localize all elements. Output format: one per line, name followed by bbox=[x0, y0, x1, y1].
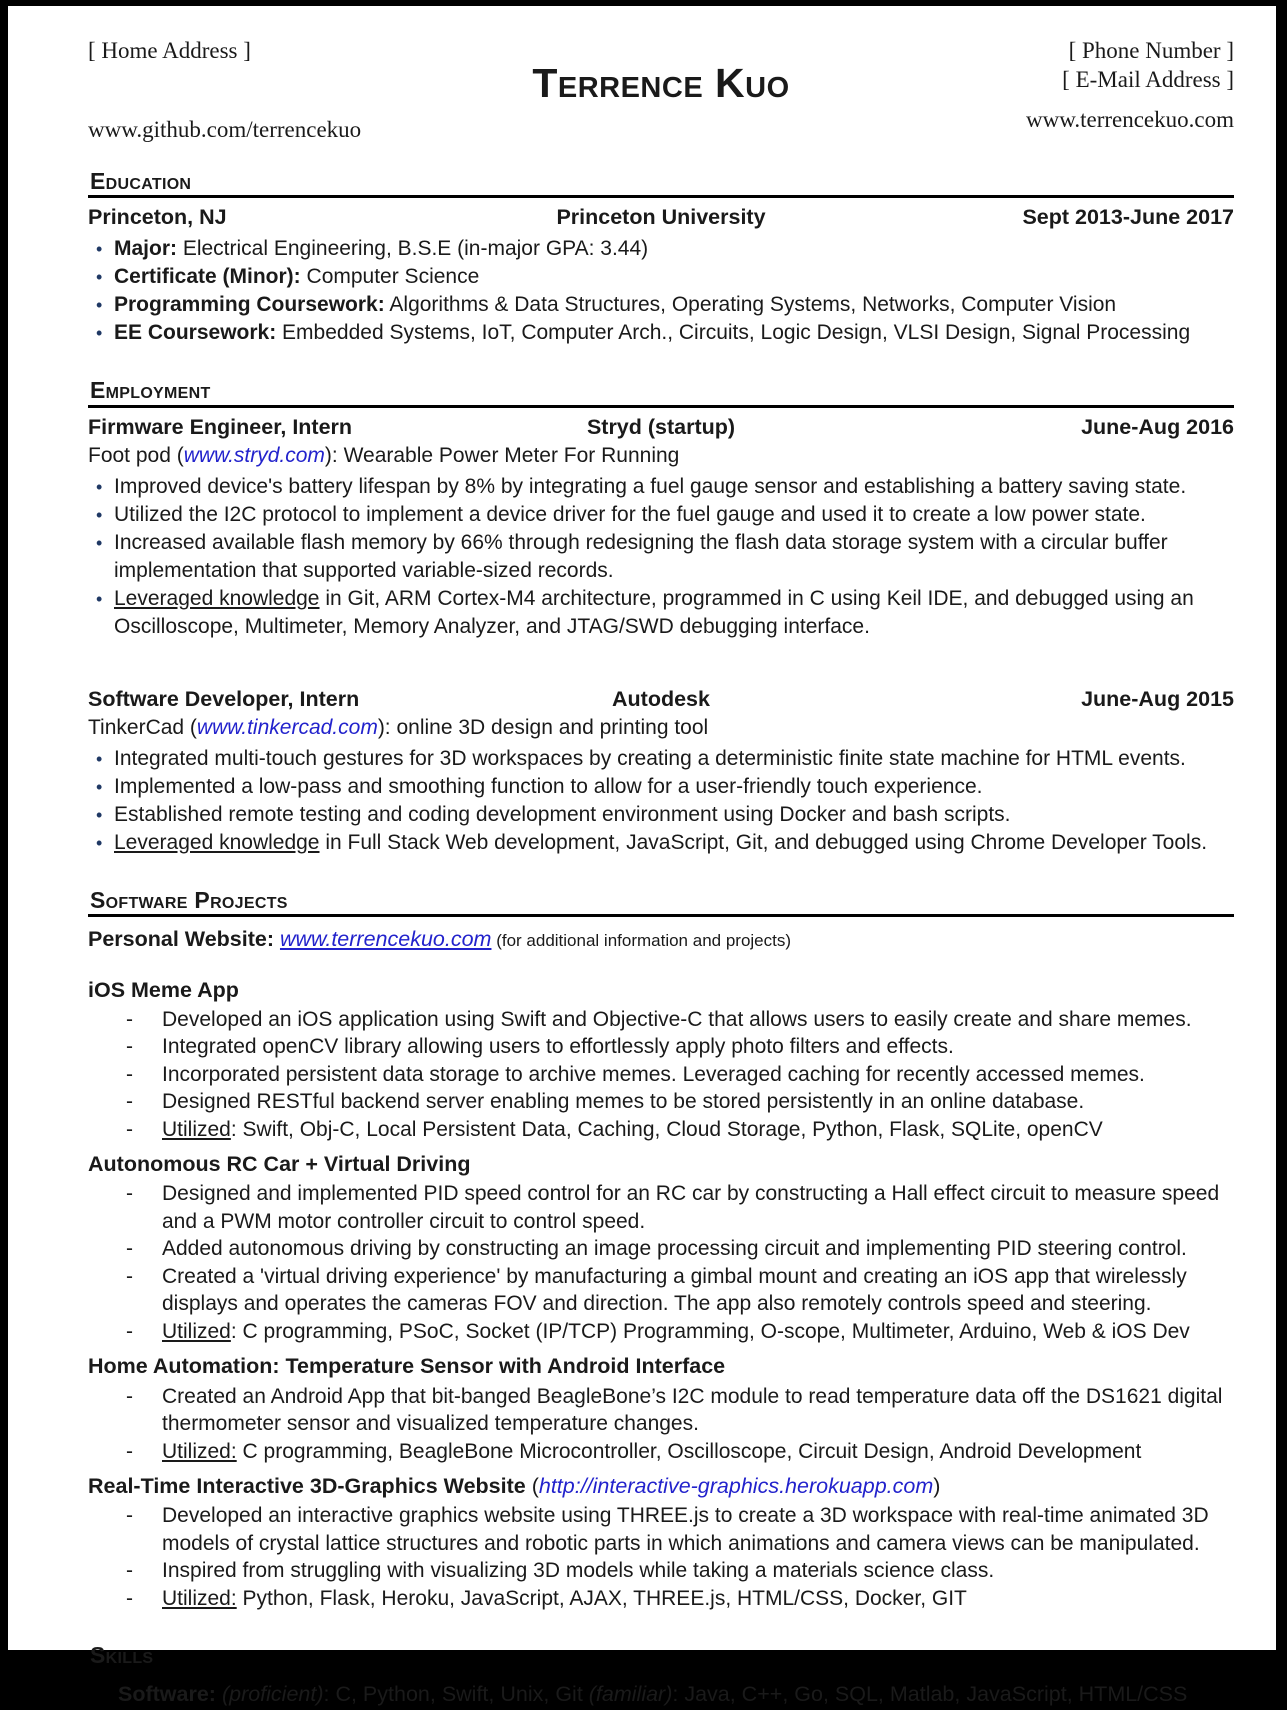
bullet-text: Utilized the I2C protocol to implement a device driver for the fuel gauge and used it to create a low power state. bbox=[114, 502, 1146, 526]
project-title bbox=[88, 976, 1234, 1005]
personal-website-note: (for additional information and projects) bbox=[491, 931, 792, 951]
bullet-text: Python, Flask, Heroku, JavaScript, AJAX, THREE.js, HTML/CSS, Docker, GIT bbox=[236, 1586, 967, 1610]
bullet-text: Embedded Systems, IoT, Computer Arch., Circuits, Logic Design, VLSI Design, Signal Processing bbox=[276, 321, 1191, 345]
bullet-text: Designed and implemented PID speed control for an RC car by constructing a Hall effect circuit to measure speed and a PWM motor controller circuit to control speed. bbox=[162, 1182, 1220, 1233]
bullet-text: Integrated openCV library allowing users to effortlessly apply photo filters and effects. bbox=[162, 1035, 954, 1059]
job-entry-autodesk bbox=[88, 685, 1234, 857]
tinkercad-link[interactable]: www.tinkercad.com bbox=[196, 715, 378, 739]
list-item bbox=[88, 745, 1234, 773]
bullet-lead: Certificate (Minor): bbox=[114, 265, 301, 289]
list-item bbox=[88, 1235, 1234, 1263]
bullet-text: Established remote testing and coding development environment using Docker and bash scripts. bbox=[114, 802, 1011, 826]
subtitle-text: TinkerCad ( bbox=[88, 715, 197, 739]
list-item bbox=[88, 1033, 1234, 1061]
job-role: Software Developer, Intern bbox=[88, 686, 360, 711]
bullet-text: : C programming, PSoC, Socket (IP/TCP) Programming, O-scope, Multimeter, Arduino, Web & iOS Dev bbox=[230, 1319, 1190, 1343]
project-link-pre: ( bbox=[525, 1474, 539, 1498]
project-title bbox=[88, 1352, 1234, 1381]
projects-section bbox=[88, 887, 1234, 1612]
skills-proficient: (proficient) bbox=[221, 1682, 324, 1707]
bullet-text: Increased available flash memory by 66% through redesigning the flash data storage system with a circular buffer implementation that supported variable-sized records. bbox=[114, 530, 1168, 582]
project-bullet-list bbox=[88, 1180, 1234, 1345]
section-title-skills: Skills bbox=[88, 1642, 1234, 1672]
list-item bbox=[88, 529, 1234, 585]
header-center bbox=[502, 36, 819, 144]
bullet-text: Implemented a low-pass and smoothing function to allow for a user-friendly touch experience. bbox=[114, 774, 983, 798]
education-bullet-list bbox=[88, 235, 1234, 347]
list-item bbox=[88, 585, 1234, 641]
list-item bbox=[88, 1557, 1234, 1585]
list-item bbox=[88, 319, 1234, 347]
personal-website-line bbox=[88, 924, 1234, 954]
skills-familiar: (familiar) bbox=[588, 1682, 673, 1707]
project-name: Real-Time Interactive 3D-Graphics Website bbox=[88, 1474, 526, 1498]
job-dates: June-Aug 2016 bbox=[1081, 414, 1234, 439]
project-name: iOS Meme App bbox=[88, 977, 239, 1002]
list-item bbox=[88, 1438, 1234, 1466]
skills-text: : C, Python, Swift, Unix, Git bbox=[323, 1682, 589, 1707]
education-dates: Sept 2013-June 2017 bbox=[1022, 205, 1234, 230]
list-item bbox=[88, 1116, 1234, 1144]
list-item bbox=[88, 773, 1234, 801]
bullet-lead: Major: bbox=[114, 237, 177, 261]
bullet-text: Developed an iOS application using Swift and Objective-C that allows users to easily create and share memes. bbox=[162, 1007, 1192, 1031]
job-company: Autodesk bbox=[612, 686, 710, 711]
project-bullet-list bbox=[88, 1383, 1234, 1466]
bullet-text: in Full Stack Web development, JavaScript, Git, and debugged using Chrome Developer Tools. bbox=[319, 830, 1208, 854]
list-item bbox=[88, 291, 1234, 319]
list-item bbox=[88, 1318, 1234, 1346]
job-bullet-list bbox=[88, 745, 1234, 857]
education-entry-row bbox=[88, 203, 1234, 232]
list-item bbox=[88, 801, 1234, 829]
resume-page bbox=[8, 6, 1276, 1707]
list-item bbox=[88, 1585, 1234, 1613]
project-rc-car bbox=[88, 1150, 1234, 1345]
project-bullet-list bbox=[88, 1502, 1234, 1612]
github-url[interactable]: www.github.com/terrencekuo bbox=[88, 117, 362, 142]
list-item bbox=[88, 829, 1234, 857]
herokuapp-link[interactable]: http://interactive-graphics.herokuapp.com bbox=[538, 1474, 934, 1498]
employment-section bbox=[88, 377, 1234, 856]
stryd-link[interactable]: www.stryd.com bbox=[183, 443, 325, 467]
project-name: Home Automation: Temperature Sensor with Android Interface bbox=[88, 1354, 726, 1379]
section-title-education: Education bbox=[88, 168, 1234, 198]
bullet-lead: Programming Coursework: bbox=[114, 293, 385, 317]
phone-number: [ Phone Number ] bbox=[1068, 38, 1234, 63]
bullet-lead: EE Coursework: bbox=[114, 321, 277, 345]
bullet-text: Created an Android App that bit-banged BeagleBone’s I2C module to read temperature data off the DS1621 digital thermometer sensor and visualized temperature changes. bbox=[162, 1384, 1223, 1435]
job-entry-stryd bbox=[88, 413, 1234, 641]
bullet-text: Computer Science bbox=[300, 265, 480, 289]
candidate-name: Terrence Kuo bbox=[532, 59, 790, 106]
list-item bbox=[88, 1263, 1234, 1318]
job-bullet-list bbox=[88, 473, 1234, 641]
project-title bbox=[88, 1472, 1234, 1501]
bullet-text: C programming, BeagleBone Microcontroller, Oscilloscope, Circuit Design, Android Development bbox=[236, 1439, 1142, 1463]
job-role: Firmware Engineer, Intern bbox=[88, 414, 353, 439]
subtitle-text: ): online 3D design and printing tool bbox=[377, 715, 709, 739]
list-item bbox=[88, 1383, 1234, 1438]
subtitle-text: Foot pod ( bbox=[88, 443, 184, 467]
bullet-text: Inspired from struggling with visualizing 3D models while taking a materials science class. bbox=[162, 1559, 995, 1583]
header-left bbox=[88, 36, 502, 144]
bullet-text: in Git, ARM Cortex-M4 architecture, programmed in C using Keil IDE, and debugged using an Oscilloscope, Multimeter, Memory Analyzer, and JTAG/SWD debugging interface. bbox=[114, 586, 1194, 638]
section-title-employment: Employment bbox=[88, 377, 1234, 407]
bullet-text: Developed an interactive graphics website using THREE.js to create a 3D workspace with real-time animated 3D models of crystal lattice structures and robotic parts in which animations and camera views can be manipulated. bbox=[162, 1504, 1209, 1555]
bullet-lead: Utilized: bbox=[162, 1439, 237, 1463]
job-dates: June-Aug 2015 bbox=[1081, 686, 1234, 711]
bullet-text: Improved device's battery lifespan by 8% by integrating a fuel gauge sensor and establishing a battery saving state. bbox=[114, 474, 1187, 498]
bullet-text: Incorporated persistent data storage to archive memes. Leveraged caching for recently accessed memes. bbox=[162, 1062, 1145, 1086]
bullet-text: Added autonomous driving by constructing an image processing circuit and implementing PID steering control. bbox=[162, 1237, 1187, 1261]
education-location: Princeton, NJ bbox=[88, 205, 227, 230]
skills-text: : Java, C++, Go, SQL, Matlab, JavaScript, HTML/CSS bbox=[672, 1682, 1188, 1707]
job-entry-row bbox=[88, 685, 1234, 714]
list-item bbox=[88, 501, 1234, 529]
list-item bbox=[88, 1061, 1234, 1089]
project-link-post: ) bbox=[933, 1474, 941, 1498]
bullet-text: Algorithms & Data Structures, Operating Systems, Networks, Computer Vision bbox=[384, 293, 1117, 317]
bullet-text: Created a 'virtual driving experience' by manufacturing a gimbal mount and creating an iOS app that wirelessly displays and operates the cameras FOV and direction. The app also remotely controls speed and steering. bbox=[162, 1264, 1187, 1316]
skills-lead: Software: bbox=[118, 1682, 216, 1707]
personal-website-label: Personal Website: bbox=[88, 927, 280, 952]
education-institution: Princeton University bbox=[556, 205, 766, 230]
personal-site-url[interactable]: www.terrencekuo.com bbox=[1026, 107, 1234, 132]
skills-line bbox=[118, 1679, 1234, 1709]
project-3d-graphics bbox=[88, 1472, 1234, 1612]
project-title bbox=[88, 1150, 1234, 1179]
bullet-text: Integrated multi-touch gestures for 3D workspaces by creating a deterministic finite state machine for HTML events. bbox=[114, 746, 1186, 770]
education-section bbox=[88, 168, 1234, 347]
email-address: [ E-Mail Address ] bbox=[1062, 67, 1234, 92]
job-subtitle bbox=[88, 714, 1234, 742]
header-right bbox=[820, 36, 1234, 144]
project-name: Autonomous RC Car + Virtual Driving bbox=[88, 1152, 471, 1177]
section-title-projects: Software Projects bbox=[88, 887, 1234, 917]
bullet-text: : Swift, Obj-C, Local Persistent Data, Caching, Cloud Storage, Python, Flask, SQLite, openCV bbox=[230, 1117, 1103, 1141]
subtitle-text: ): Wearable Power Meter For Running bbox=[324, 443, 680, 467]
project-home-automation bbox=[88, 1352, 1234, 1465]
list-item bbox=[88, 1006, 1234, 1034]
bullet-lead: Leveraged knowledge bbox=[114, 830, 320, 854]
bullet-lead: Utilized bbox=[162, 1117, 231, 1141]
list-item bbox=[88, 235, 1234, 263]
bullet-text: Electrical Engineering, B.S.E (in-major GPA: 3.44) bbox=[177, 237, 649, 261]
list-item bbox=[88, 1502, 1234, 1557]
list-item bbox=[88, 1180, 1234, 1235]
list-item bbox=[88, 263, 1234, 291]
home-address: [ Home Address ] bbox=[88, 38, 251, 63]
list-item bbox=[88, 1088, 1234, 1116]
list-item bbox=[88, 473, 1234, 501]
job-subtitle bbox=[88, 442, 1234, 470]
bullet-lead: Utilized: bbox=[162, 1586, 237, 1610]
job-entry-row bbox=[88, 413, 1234, 442]
project-bullet-list bbox=[88, 1006, 1234, 1144]
bullet-lead: Utilized bbox=[162, 1319, 231, 1343]
skills-section bbox=[88, 1642, 1234, 1710]
bullet-lead: Leveraged knowledge bbox=[114, 586, 320, 610]
terrencekuo-link[interactable]: www.terrencekuo.com bbox=[279, 927, 492, 952]
job-company: Stryd (startup) bbox=[586, 414, 736, 439]
bullet-text: Designed RESTful backend server enabling memes to be stored persistently in an online database. bbox=[162, 1090, 1085, 1114]
header bbox=[88, 36, 1234, 144]
project-ios-meme-app bbox=[88, 976, 1234, 1144]
